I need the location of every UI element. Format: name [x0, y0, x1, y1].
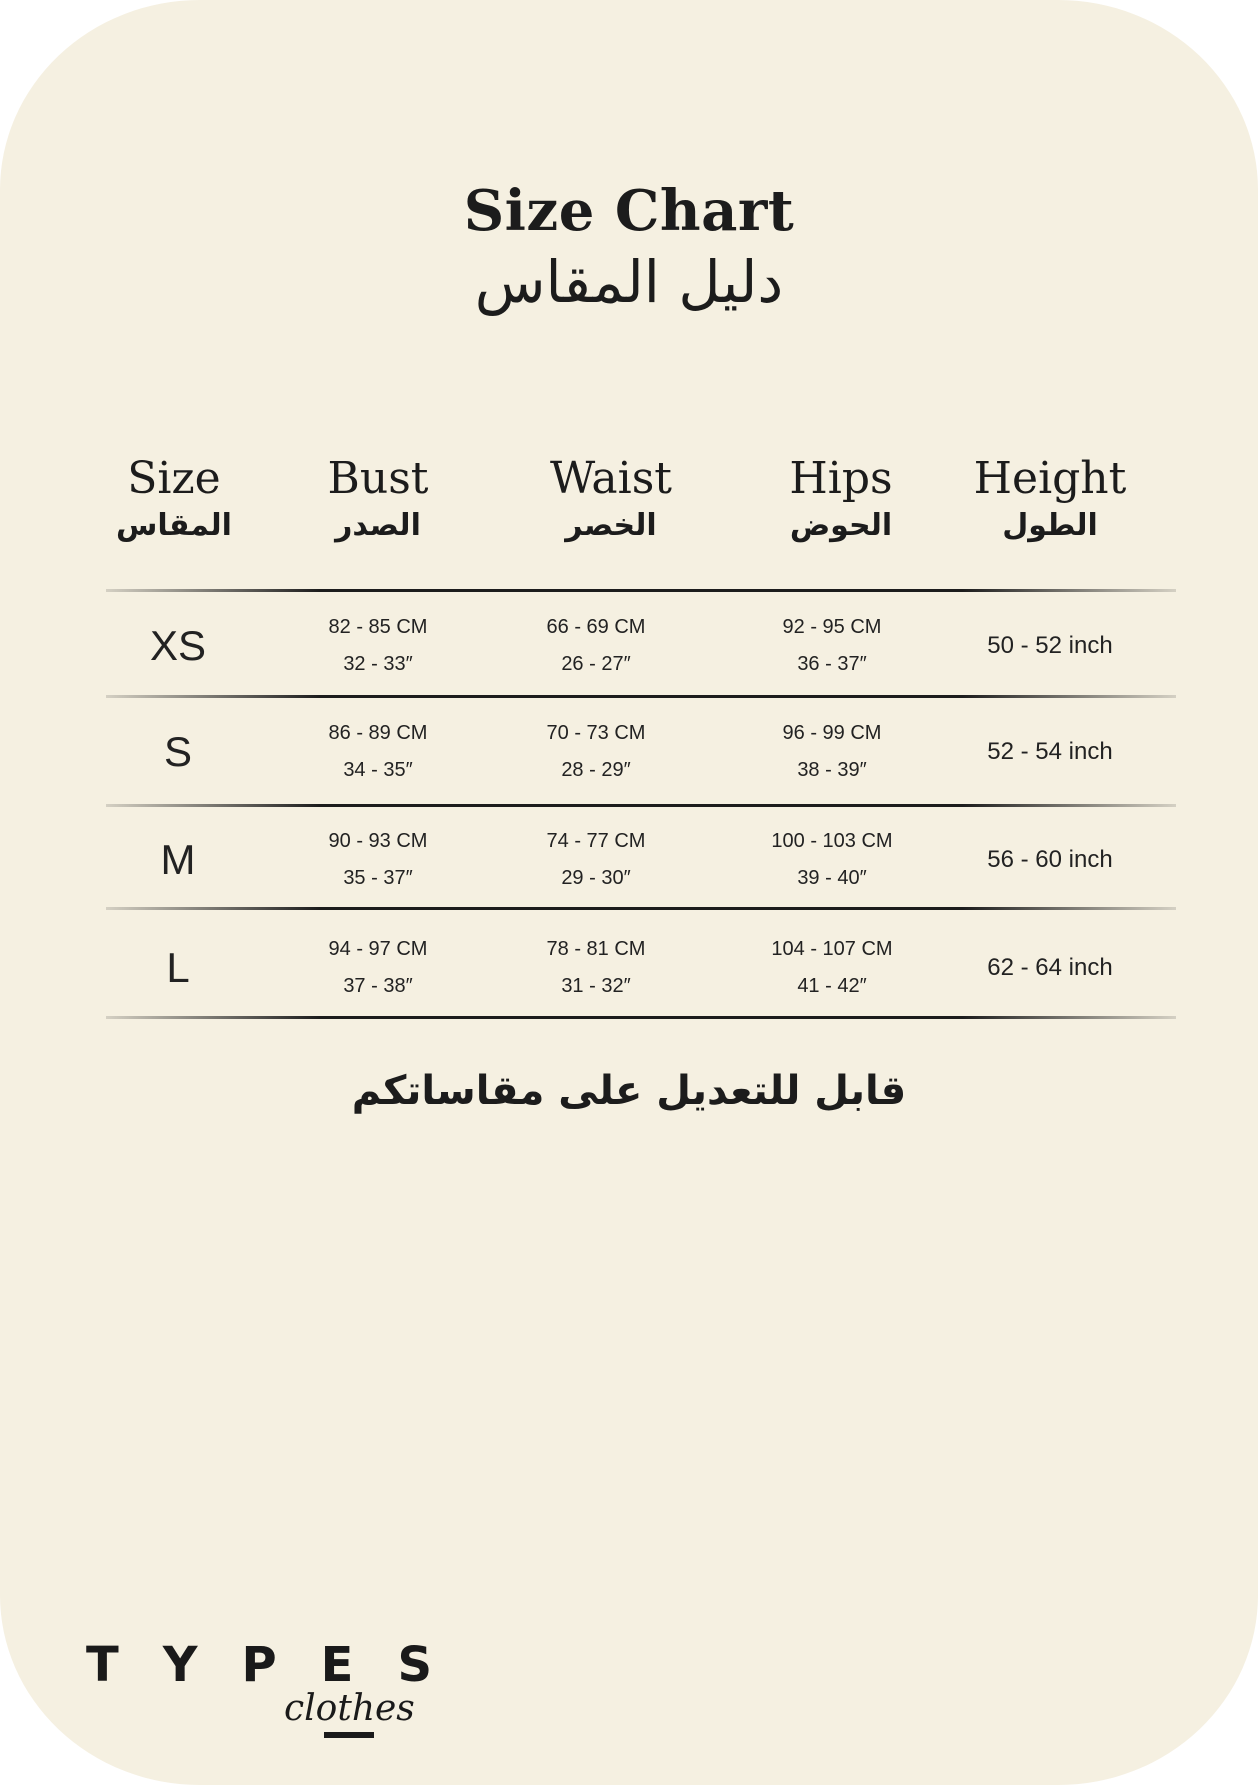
- header-hips-ar: الحوض: [789, 508, 893, 543]
- size-cell: XS: [149, 622, 207, 669]
- header-bust-ar: الصدر: [335, 508, 421, 543]
- hips-in: 36 - 37″: [797, 653, 867, 675]
- hips-cm: 96 - 99 CM: [782, 722, 882, 744]
- logo-letters: TYPES: [86, 1637, 477, 1693]
- bust-cell: [268, 808, 488, 912]
- waist-in: 29 - 30″: [561, 867, 631, 889]
- height-cell: 56 - 60 inch: [987, 846, 1113, 873]
- size-cell: L: [166, 944, 190, 991]
- table-rule: [106, 804, 1176, 807]
- header-bust: [268, 452, 488, 546]
- table-row-l: [0, 916, 1258, 1020]
- hips-cm: 92 - 95 CM: [782, 616, 882, 638]
- header-size-ar: المقاس: [116, 508, 232, 543]
- size-cell: S: [163, 728, 192, 775]
- waist-cm: 78 - 81 CM: [546, 938, 646, 960]
- waist-in: 26 - 27″: [561, 653, 631, 675]
- table-rule: [106, 695, 1176, 698]
- size-cell: M: [160, 836, 196, 883]
- hips-in: 39 - 40″: [797, 867, 867, 889]
- bust-cm: 94 - 97 CM: [328, 938, 428, 960]
- table-rule: [106, 907, 1176, 910]
- height-cell: 50 - 52 inch: [987, 632, 1113, 659]
- header-size-en: Size: [127, 453, 221, 504]
- header-waist-ar: الخصر: [565, 508, 657, 543]
- table-row-xs: [0, 594, 1258, 698]
- logo-underline: [324, 1732, 374, 1738]
- bust-in: 32 - 33″: [343, 653, 413, 675]
- header-hips: [731, 452, 951, 546]
- hips-cell: [722, 594, 942, 698]
- header-height: [940, 452, 1160, 546]
- bust-cm: 86 - 89 CM: [328, 722, 428, 744]
- logo-script: clothes: [284, 1688, 415, 1729]
- waist-cm: 66 - 69 CM: [546, 616, 646, 638]
- table-row-s: [0, 700, 1258, 804]
- bust-cell: [268, 594, 488, 698]
- header-bust-en: Bust: [327, 453, 429, 504]
- waist-cell: [486, 916, 706, 1020]
- customization-note: قابل للتعديل على مقاساتكم: [351, 1068, 907, 1114]
- hips-in: 41 - 42″: [797, 975, 867, 997]
- hips-cm: 100 - 103 CM: [771, 830, 893, 852]
- hips-cm: 104 - 107 CM: [771, 938, 893, 960]
- bust-in: 35 - 37″: [343, 867, 413, 889]
- header-size: [64, 452, 284, 546]
- header-waist: [501, 452, 721, 546]
- waist-in: 31 - 32″: [561, 975, 631, 997]
- bust-cm: 90 - 93 CM: [328, 830, 428, 852]
- table-rule: [106, 589, 1176, 592]
- page-title-arabic: دليل المقاس: [474, 248, 784, 316]
- waist-cm: 70 - 73 CM: [546, 722, 646, 744]
- page-title: Size Chart: [463, 178, 795, 244]
- hips-cell: [722, 700, 942, 804]
- header-height-ar: الطول: [1002, 508, 1098, 543]
- bust-cell: [268, 700, 488, 804]
- hips-cell: [722, 916, 942, 1020]
- hips-cell: [722, 808, 942, 912]
- bust-cell: [268, 916, 488, 1020]
- header-hips-en: Hips: [789, 453, 893, 504]
- waist-in: 28 - 29″: [561, 759, 631, 781]
- table-rule: [106, 1016, 1176, 1019]
- height-cell: 52 - 54 inch: [987, 738, 1113, 765]
- waist-cm: 74 - 77 CM: [546, 830, 646, 852]
- height-cell: 62 - 64 inch: [987, 954, 1113, 981]
- header-waist-en: Waist: [550, 453, 672, 504]
- hips-in: 38 - 39″: [797, 759, 867, 781]
- waist-cell: [486, 700, 706, 804]
- brand-logo: [86, 1637, 477, 1740]
- bust-in: 34 - 35″: [343, 759, 413, 781]
- bust-cm: 82 - 85 CM: [328, 616, 428, 638]
- header-height-en: Height: [973, 453, 1127, 504]
- waist-cell: [486, 808, 706, 912]
- bust-in: 37 - 38″: [343, 975, 413, 997]
- table-row-m: [0, 808, 1258, 912]
- waist-cell: [486, 594, 706, 698]
